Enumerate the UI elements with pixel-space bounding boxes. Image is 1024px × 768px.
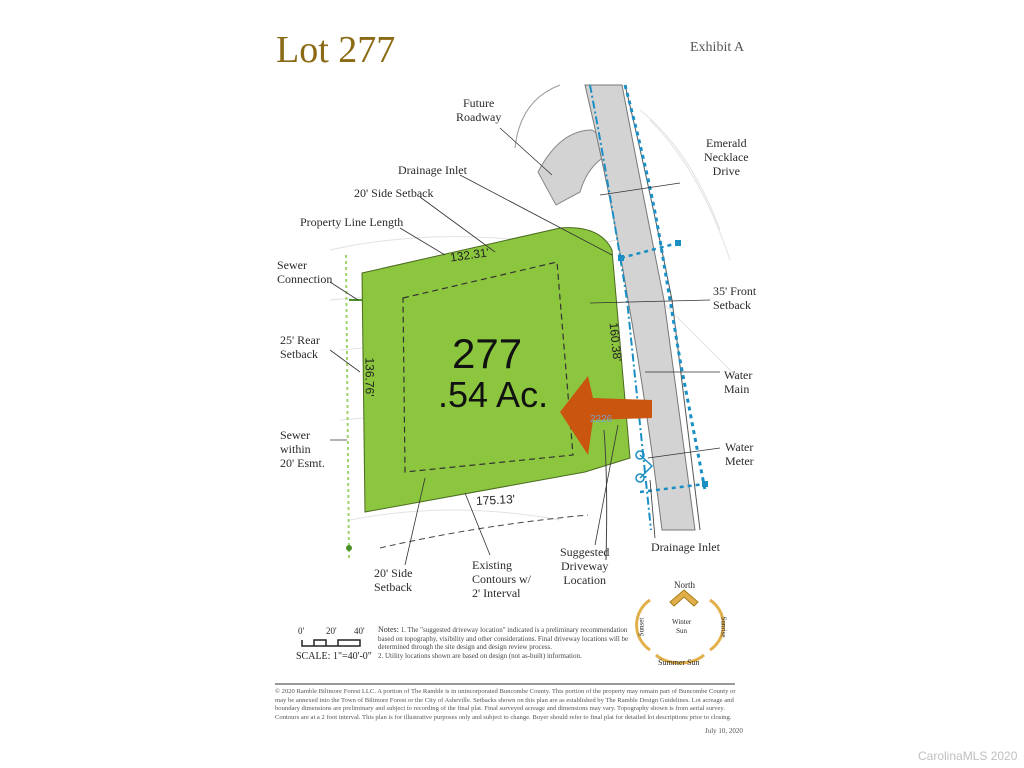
note-1: 1. The "suggested driveway location" indicated is a preliminary recommendation based on topography, visibility and other considerations. Final driveway locations will be determined through the site design and design review process. xyxy=(378,626,629,652)
lot-acreage: .54 Ac. xyxy=(438,374,549,415)
footer-disclaimer: © 2020 Ramble Biltmore Forest LLC. A portion of The Ramble is in unincorporated Buncombe County. This portion of the property may remain part of Buncombe County or may be annexed into the Town of Biltmore Forest or the City of Asheville. Setbacks shown on this plan are as established by The Ramble Design Guidelines. Lot acreage and boundary dimensions are preliminary and subject to recording of the final plat. Final surveyed acreage and dimensions may vary. Topography shown is from aerial survey. Contours are at a 2 foot interval. This plan is for illustrative purposes only and subject to change. Buyer should refer to final plat for detailed lot descriptions prior to closing. xyxy=(275,688,736,721)
exhibit-label: Exhibit A xyxy=(690,40,745,55)
label-existing-contours: Existing Contours w/ 2' Interval xyxy=(472,558,532,600)
label-water-main: Water Main xyxy=(724,368,753,396)
watermark: CarolinaMLS 2020 xyxy=(918,749,1018,763)
label-drainage-inlet-top: Drainage Inlet xyxy=(398,163,467,177)
label-drainage-inlet-bottom: Drainage Inlet xyxy=(651,540,720,554)
drainage-inlet-top-marker xyxy=(618,255,624,261)
dimension-left: 136.76' xyxy=(362,357,377,397)
compass-winter-sun: Winter Sun xyxy=(672,618,692,635)
label-emerald-necklace-drive: Emerald Necklace Drive xyxy=(704,136,749,178)
dimension-top: 132.31' xyxy=(449,245,490,265)
north-arrow-icon xyxy=(670,590,698,606)
dimension-bottom: 175.13' xyxy=(475,491,516,509)
plan-date: July 10, 2020 xyxy=(705,727,743,735)
existing-contour-dashed xyxy=(380,515,588,548)
notes-block xyxy=(378,626,634,660)
contour-value: 2226 xyxy=(590,414,613,425)
page-title: Lot 277 xyxy=(276,29,396,71)
dimension-right: 160.38' xyxy=(606,321,625,363)
label-suggested-driveway: Suggested Driveway Location xyxy=(560,545,610,587)
label-rear-setback: 25' Rear Setback xyxy=(280,333,320,361)
label-side-setback-bottom: 20' Side Setback xyxy=(374,566,413,594)
compass-sunset: Sunset xyxy=(637,617,646,637)
label-front-setback: 35' Front Setback xyxy=(713,284,757,312)
compass-north: North xyxy=(674,580,695,590)
note-2: 2. Utility locations shown are based on design (not as-built) information. xyxy=(378,651,582,660)
lot-number: 277 xyxy=(452,330,523,377)
future-roadway-edge xyxy=(515,85,560,148)
label-property-line-length: Property Line Length xyxy=(300,215,404,229)
label-water-meter: Water Meter xyxy=(725,440,754,468)
label-future-roadway: Future Roadway xyxy=(456,96,502,124)
label-side-setback-top: 20' Side Setback xyxy=(354,186,434,200)
scale-bar xyxy=(302,640,360,646)
sewer-line-west xyxy=(346,255,349,560)
notes-heading: Notes: xyxy=(378,625,399,634)
scale-label: SCALE: 1"=40'-0" xyxy=(296,651,372,662)
compass-summer-sun: Summer Sun xyxy=(658,658,700,667)
label-sewer-easement: Sewer within 20' Esmt. xyxy=(280,428,325,470)
scale-tick-0: 0' xyxy=(298,626,305,636)
label-sewer-connection: Sewer Connection xyxy=(277,258,333,286)
compass-sunrise: Sunrise xyxy=(719,616,728,638)
scale-tick-40: 40' xyxy=(354,626,365,636)
scale-tick-20: 20' xyxy=(326,626,337,636)
